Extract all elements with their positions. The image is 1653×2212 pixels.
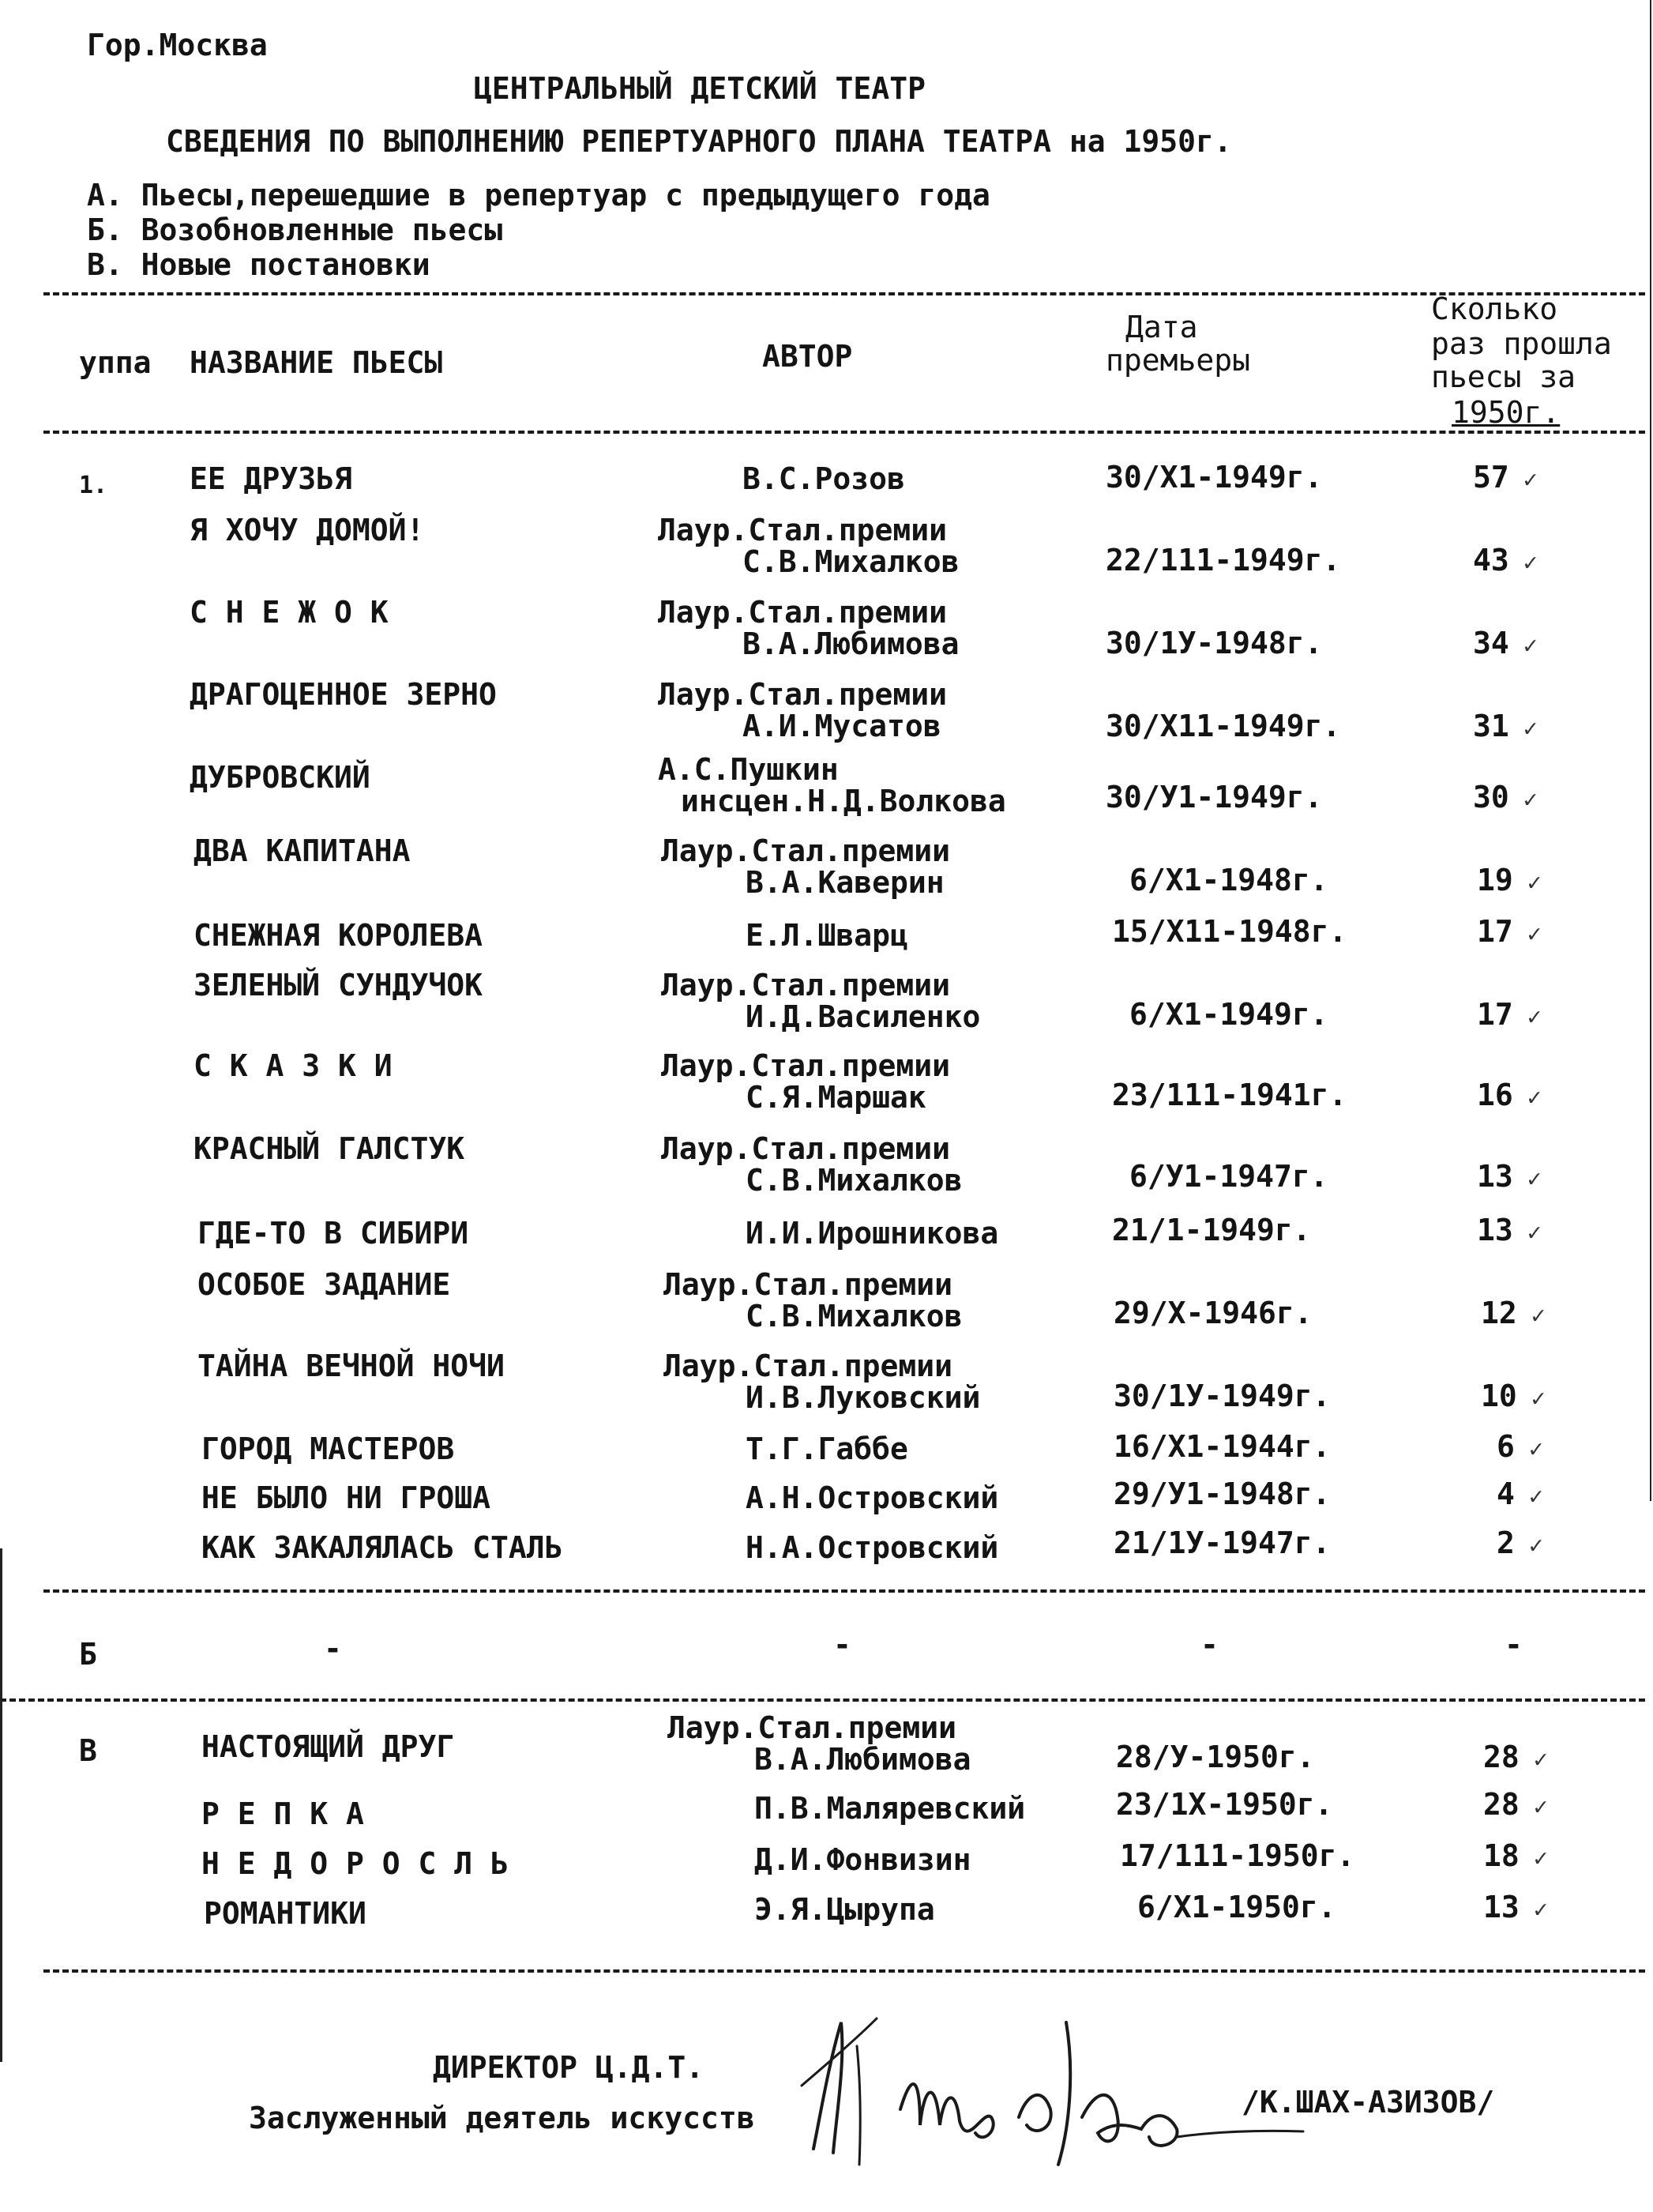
play-title: ОСОБОЕ ЗАДАНИЕ — [197, 1267, 451, 1302]
city-line: Гор.Москва — [87, 28, 268, 62]
section-c-label: В — [79, 1733, 97, 1768]
performance-count: 18 ✓ — [1483, 1838, 1548, 1873]
play-author-note: Лаур.Стал.премии — [661, 1131, 951, 1166]
check-mark-icon: ✓ — [1531, 1385, 1546, 1413]
performance-count: 10 ✓ — [1481, 1379, 1546, 1413]
play-author-note: Лаур.Стал.премии — [667, 1710, 957, 1745]
section-b-dash-author: - — [833, 1627, 851, 1662]
check-mark-icon: ✓ — [1533, 1845, 1548, 1872]
divider-top — [43, 292, 1645, 295]
premiere-date: 6/Х1-1948г. — [1129, 863, 1328, 897]
check-mark-icon: ✓ — [1523, 549, 1538, 577]
section-b-dash-date: - — [1200, 1627, 1219, 1662]
performance-count: 34 ✓ — [1473, 626, 1538, 660]
check-mark-icon: ✓ — [1527, 1003, 1542, 1031]
handwritten-signature — [782, 1991, 1335, 2196]
premiere-date: 21/1У-1947г. — [1114, 1525, 1331, 1560]
play-title: Р Е П К А — [201, 1796, 364, 1831]
legend-b: Б. Возобновленные пьесы — [87, 213, 503, 247]
premiere-date: 22/111-1949г. — [1106, 543, 1341, 577]
premiere-date: 29/У1-1948г. — [1114, 1477, 1331, 1511]
play-author: А.Н.Островский — [746, 1480, 999, 1515]
play-title: ЗЕЛЕНЫЙ СУНДУЧОК — [193, 968, 483, 1003]
play-title: Н Е Д О Р О С Л Ь — [201, 1846, 509, 1881]
column-header-date-line1: Дата — [1125, 310, 1198, 344]
play-author: И.И.Ирошникова — [746, 1216, 999, 1251]
performance-count: 13 ✓ — [1477, 1159, 1542, 1194]
performance-count: 19 ✓ — [1477, 863, 1542, 897]
performance-count: 4 ✓ — [1497, 1477, 1543, 1511]
column-header-count-line4: 1950г. — [1452, 395, 1561, 430]
play-author: Н.А.Островский — [746, 1530, 999, 1565]
column-header-date-line2: премьеры — [1106, 343, 1251, 378]
play-author-note: Лаур.Стал.премии — [658, 595, 948, 630]
left-scan-edge — [0, 1548, 2, 2062]
honorary-title: Заслуженный деятель искусств — [249, 2101, 755, 2135]
performance-count: 13 ✓ — [1483, 1890, 1548, 1924]
play-author: Е.Л.Шварц — [746, 918, 908, 953]
performance-count: 30 ✓ — [1473, 780, 1538, 814]
play-author: инсцен.Н.Д.Волкова — [681, 784, 1006, 818]
column-header-count-line2: раз прошла — [1431, 326, 1612, 361]
check-mark-icon: ✓ — [1523, 786, 1538, 814]
check-mark-icon: ✓ — [1527, 920, 1542, 948]
play-author: И.В.Луковский — [746, 1380, 981, 1415]
check-mark-icon: ✓ — [1533, 1746, 1548, 1774]
performance-count: 12 ✓ — [1481, 1296, 1546, 1330]
play-title: ГДЕ-ТО В СИБИРИ — [197, 1216, 469, 1251]
performance-count: 17 ✓ — [1477, 914, 1542, 949]
premiere-date: 30/1У-1948г. — [1106, 626, 1323, 660]
performance-count: 28 ✓ — [1483, 1740, 1548, 1774]
play-author: В.А.Любимова — [742, 626, 960, 661]
legend-c: В. Новые постановки — [87, 247, 430, 282]
right-scan-edge — [1650, 0, 1651, 1501]
section-b-dash-count: - — [1505, 1627, 1523, 1662]
play-author-note: Лаур.Стал.премии — [663, 1267, 953, 1302]
play-title: Я ХОЧУ ДОМОЙ! — [190, 513, 425, 547]
performance-count: 31 ✓ — [1473, 709, 1538, 743]
play-title: ДРАГОЦЕННОЕ ЗЕРНО — [190, 677, 497, 712]
premiere-date: 23/1Х-1950г. — [1116, 1787, 1333, 1822]
play-author-note: А.С.Пушкин — [658, 752, 839, 787]
performance-count: 6 ✓ — [1497, 1429, 1543, 1464]
check-mark-icon: ✓ — [1528, 1435, 1543, 1463]
premiere-date: 6/У1-1947г. — [1129, 1159, 1328, 1194]
premiere-date: 21/1-1949г. — [1112, 1213, 1311, 1247]
check-mark-icon: ✓ — [1531, 1302, 1546, 1330]
play-author: А.И.Мусатов — [742, 709, 941, 743]
check-mark-icon: ✓ — [1527, 1219, 1542, 1247]
performance-count: 13 ✓ — [1477, 1213, 1542, 1247]
play-title: РОМАНТИКИ — [204, 1896, 366, 1931]
check-mark-icon: ✓ — [1528, 1483, 1543, 1510]
play-author-note: Лаур.Стал.премии — [661, 1048, 951, 1083]
divider-section-b-top — [43, 1589, 1645, 1593]
divider-section-c-top — [0, 1698, 1645, 1702]
premiere-date: 30/Х1-1949г. — [1106, 460, 1323, 495]
play-author-note: Лаур.Стал.премии — [661, 968, 951, 1003]
check-mark-icon: ✓ — [1523, 466, 1538, 494]
play-author: Т.Г.Габбе — [746, 1431, 908, 1466]
play-author-note: Лаур.Стал.премии — [658, 513, 948, 547]
section-a-marker: 1. — [79, 472, 108, 499]
play-title: ТАЙНА ВЕЧНОЙ НОЧИ — [197, 1349, 505, 1383]
performance-count: 57 ✓ — [1473, 460, 1538, 495]
check-mark-icon: ✓ — [1523, 715, 1538, 743]
section-b-label: Б — [79, 1637, 97, 1672]
check-mark-icon: ✓ — [1533, 1896, 1548, 1924]
divider-bottom — [43, 1969, 1645, 1973]
premiere-date: 30/Х11-1949г. — [1106, 709, 1341, 743]
play-author: С.В.Михалков — [746, 1163, 963, 1198]
play-author-note: Лаур.Стал.премии — [663, 1349, 953, 1383]
play-title: КРАСНЫЙ ГАЛСТУК — [193, 1131, 465, 1166]
play-title: КАК ЗАКАЛЯЛАСЬ СТАЛЬ — [201, 1530, 563, 1565]
play-author: В.А.Любимова — [754, 1742, 971, 1777]
play-author: С.В.Михалков — [742, 544, 960, 579]
check-mark-icon: ✓ — [1533, 1793, 1548, 1821]
premiere-date: 17/111-1950г. — [1120, 1838, 1355, 1873]
play-author: И.Д.Василенко — [746, 999, 981, 1034]
premiere-date: 30/У1-1949г. — [1106, 780, 1323, 814]
play-title: НЕ БЫЛО НИ ГРОША — [201, 1480, 491, 1515]
organization-name: ЦЕНТРАЛЬНЫЙ ДЕТСКИЙ ТЕАТР — [474, 71, 926, 106]
check-mark-icon: ✓ — [1527, 1165, 1542, 1193]
premiere-date: 16/Х1-1944г. — [1114, 1429, 1331, 1464]
play-author: В.С.Розов — [742, 461, 905, 496]
play-author-note: Лаур.Стал.премии — [661, 833, 951, 868]
column-header-count-line3: пьесы за — [1431, 359, 1576, 394]
play-author: В.А.Каверин — [746, 865, 945, 900]
play-title: С К А З К И — [193, 1048, 393, 1083]
director-title: ДИРЕКТОР Ц.Д.Т. — [433, 2050, 704, 2085]
premiere-date: 29/Х-1946г. — [1114, 1296, 1313, 1330]
play-title: С Н Е Ж О К — [190, 595, 389, 630]
check-mark-icon: ✓ — [1527, 1084, 1542, 1112]
play-author: П.В.Маляревский — [754, 1791, 1026, 1826]
column-header-title: НАЗВАНИЕ ПЬЕСЫ — [190, 345, 443, 380]
premiere-date: 23/111-1941г. — [1112, 1078, 1347, 1112]
column-header-group: уппа — [79, 345, 152, 380]
performance-count: 16 ✓ — [1477, 1078, 1542, 1112]
column-header-count-line1: Сколько — [1431, 292, 1558, 326]
play-title: ДВА КАПИТАНА — [193, 833, 411, 868]
legend-a: А. Пьесы,перешедшие в репертуар с предыдущего года — [87, 178, 990, 213]
section-b-dash-title: - — [324, 1631, 342, 1666]
document-title: СВЕДЕНИЯ ПО ВЫПОЛНЕНИЮ РЕПЕРТУАРНОГО ПЛАНА ТЕАТРА на 1950г. — [166, 124, 1232, 159]
play-title: СНЕЖНАЯ КОРОЛЕВА — [193, 918, 483, 953]
premiere-date: 15/Х11-1948г. — [1112, 914, 1347, 949]
check-mark-icon: ✓ — [1528, 1532, 1543, 1559]
play-title: ДУБРОВСКИЙ — [190, 760, 370, 795]
play-author: С.В.Михалков — [746, 1299, 963, 1334]
premiere-date: 6/Х1-1950г. — [1137, 1890, 1336, 1924]
premiere-date: 6/Х1-1949г. — [1129, 997, 1328, 1032]
play-author: С.Я.Маршак — [746, 1080, 926, 1115]
check-mark-icon: ✓ — [1527, 869, 1542, 897]
play-title: НАСТОЯЩИЙ ДРУГ — [201, 1729, 455, 1764]
play-author-note: Лаур.Стал.премии — [658, 677, 948, 712]
play-author: Д.И.Фонвизин — [754, 1842, 971, 1877]
performance-count: 2 ✓ — [1497, 1525, 1543, 1560]
performance-count: 28 ✓ — [1483, 1787, 1548, 1822]
director-name: /К.ШАХ-АЗИЗОВ/ — [1242, 2085, 1495, 2120]
column-header-author: АВТОР — [762, 339, 853, 374]
divider-header — [43, 431, 1645, 434]
play-title: ЕЕ ДРУЗЬЯ — [190, 461, 352, 496]
check-mark-icon: ✓ — [1523, 632, 1538, 660]
premiere-date: 30/1У-1949г. — [1114, 1379, 1331, 1413]
play-author: Э.Я.Цырупа — [754, 1892, 935, 1927]
play-title: ГОРОД МАСТЕРОВ — [201, 1431, 455, 1466]
premiere-date: 28/У-1950г. — [1116, 1740, 1315, 1774]
performance-count: 17 ✓ — [1477, 997, 1542, 1032]
performance-count: 43 ✓ — [1473, 543, 1538, 577]
